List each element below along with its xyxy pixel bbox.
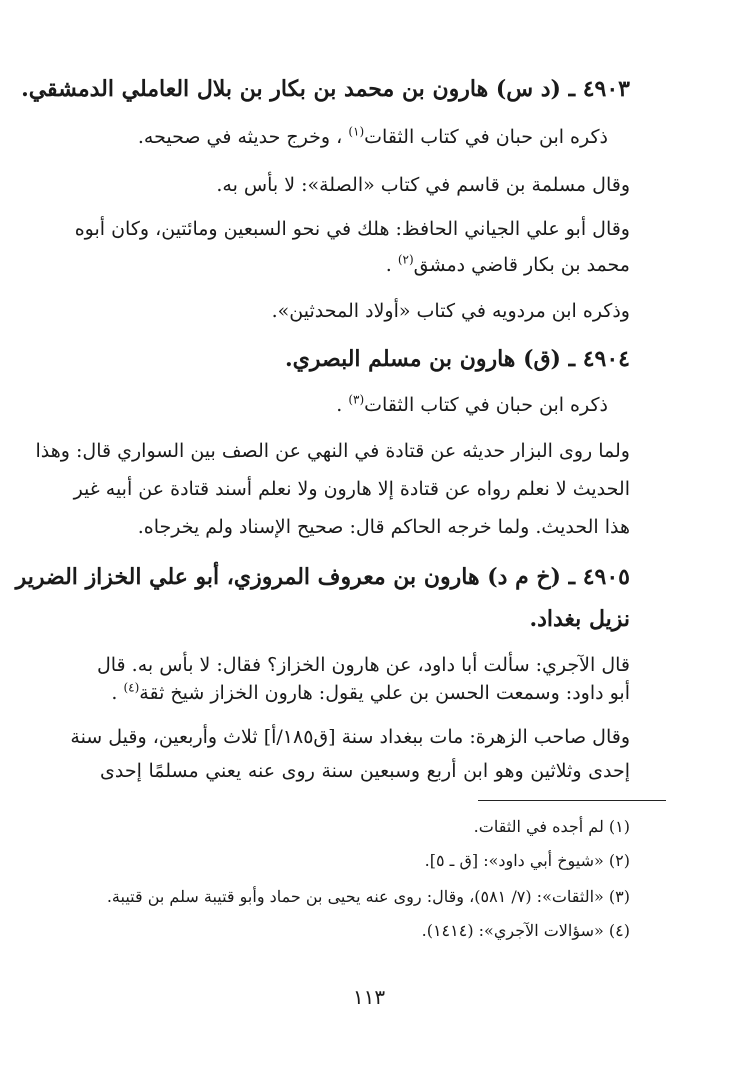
footnote-1: (١) لم أجده في الثقات. <box>473 817 630 836</box>
entry-line: وقال صاحب الزهرة: مات ببغداد سنة [ق١٨٥/أ] ثلاث وأربعين، وقيل سنة <box>70 726 630 748</box>
footnote-ref: (٢) <box>397 252 414 267</box>
entry-line: ذكره ابن حبان في كتاب الثقات$^{(٣)}$ . <box>336 392 608 416</box>
entry-line: وذكره ابن مردويه في كتاب «أولاد المحدثين». <box>271 300 630 322</box>
footnote-ref: (٣) <box>348 392 365 407</box>
footnote-ref: (١) <box>348 124 365 139</box>
entry-line: وقال أبو علي الجياني الحافظ: هلك في نحو السبعين ومائتين، وكان أبوه <box>74 218 630 240</box>
entry-line: ذكره ابن حبان في كتاب الثقات$^{(١)}$ ، وخرج حديثه في صحيحه. <box>137 124 608 148</box>
footnote-3: (٣) «الثقات»: (٧/ ٥٨١)، وقال: روى عنه يحيى بن حماد وأبو قتيبة سلم بن قتيبة. <box>106 887 630 906</box>
footnote-2: (٢) «شيوخ أبي داود»: [ق ـ ٥]. <box>424 851 630 870</box>
entry-line: وقال مسلمة بن قاسم في كتاب «الصلة»: لا بأس به. <box>216 174 630 196</box>
entry-line: محمد بن بكار قاضي دمشق$^{(٢)}$ . <box>385 252 630 276</box>
entry-line: قال الآجري: سألت أبا داود، عن هارون الخزاز؟ فقال: لا بأس به. قال <box>96 654 630 676</box>
page-number: ١١٣ <box>352 985 386 1009</box>
footnote-ref: (٤) <box>123 680 140 695</box>
entry-heading-4903: ٤٩٠٣ ـ (د س) هارون بن محمد بن بكار بن بلال العاملي الدمشقي. <box>21 76 630 102</box>
entry-line: إحدى وثلاثين وهو ابن أربع وسبعين سنة روى عنه يعني مسلمًا إحدى <box>100 760 630 782</box>
footnote-4: (٤) «سؤالات الآجري»: (١٤١٤). <box>421 921 630 940</box>
entry-heading-4905-cont: نزيل بغداد. <box>529 606 630 632</box>
entry-line: ولما روى البزار حديثه عن قتادة في النهي عن الصف بين السواري قال: وهذا <box>35 440 630 462</box>
entry-line: أبو داود: وسمعت الحسن بن علي يقول: هارون الخزاز شيخ ثقة$^{(٤)}$ . <box>111 680 630 704</box>
entry-line: الحديث لا نعلم رواه عن قتادة إلا هارون ولا نعلم أسند قتادة عن أبيه غير <box>73 478 630 500</box>
entry-line: هذا الحديث. ولما خرجه الحاكم قال: صحيح الإسناد ولم يخرجاه. <box>137 516 630 538</box>
footnote-separator <box>478 800 666 801</box>
entry-heading-4904: ٤٩٠٤ ـ (ق) هارون بن مسلم البصري. <box>284 346 630 372</box>
entry-heading-4905: ٤٩٠٥ ـ (خ م د) هارون بن معروف المروزي، أبو علي الخزاز الضرير <box>15 564 630 590</box>
